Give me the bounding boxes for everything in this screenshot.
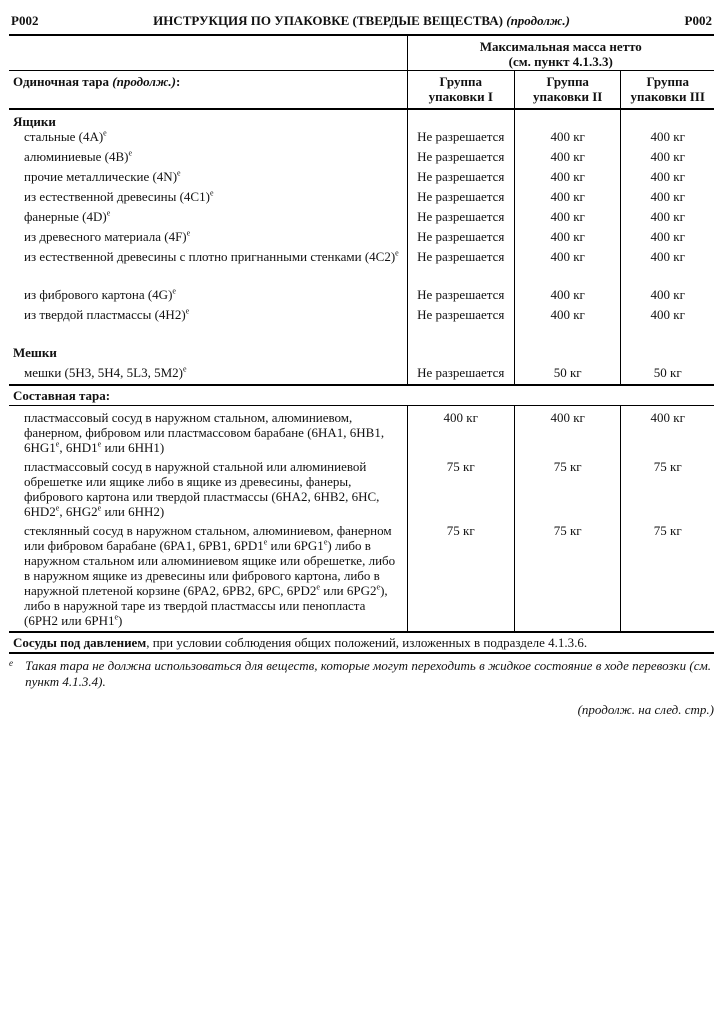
table-row: пластмассовый сосуд в наружном стальном, алюминиевом, фанерном, фибровом или пластмассовом барабане (6HA1, 6HB1, 6HG1e, 6HD1e или 6HH1) 400 кг 400 кг 400 кг	[9, 406, 714, 460]
table-row: стеклянный сосуд в наружном стальном, алюминиевом, фанерном или фибровом барабане (6PA1, 6PB1, 6PD1e или 6PG1e) либо в наружном стальном или алюминиевом ящике или обрешетке, либо в наружном ящике из древесины или фибрового картона, либо в наружной плетеной корзине (6PA2, 6PB2, 6PC, 6PD2e или 6PG2e), либо в наружной таре из твердой пластмассы или пенопласта (6PH2 или 6PH1e) 75 кг 75 кг 75 кг	[9, 523, 714, 632]
table-row: пластмассовый сосуд в наружной стальной или алюминиевой обрешетке или ящике либо в ящике из древесины, фанеры, фибрового картона или твердой пластмассы (6HA2, 6HB2, 6HC, 6HD2e, 6HG2e или 6HH2) 75 кг 75 кг 75 кг	[9, 459, 714, 523]
table-row: из твердой пластмассы $(4H2)^e$ Не разрешается 400 кг 400 кг	[9, 307, 714, 327]
table-row: мешки (5H3, 5H4, 5L3, 5M2)$^e$ Не разрешается 50 кг 50 кг	[9, 365, 714, 385]
pressure-vessels-note: Сосуды под давлением, при условии соблюдения общих положений, изложенных в подразделе 4.1.3.6.	[9, 632, 714, 653]
table-row: из фибрового картона $(4G)^e$ Не разрешается 400 кг 400 кг	[9, 287, 714, 307]
packing-table	[9, 34, 714, 654]
table-row: из естественной древесины $(4C1)^e$ Не разрешается 400 кг 400 кг	[9, 189, 714, 209]
table-row: стальные $(4A)^e$ Не разрешается 400 кг 400 кг	[9, 129, 714, 149]
group-header-3: Группа упаковки III	[621, 71, 714, 110]
boxes-heading: Ящики	[9, 109, 407, 129]
page-title: ИНСТРУКЦИЯ ПО УПАКОВКЕ (ТВЕРДЫЕ ВЕЩЕСТВА) (продолж.)	[153, 13, 570, 28]
max-mass-heading: Максимальная масса нетто (см. пункт 4.1.3.3)	[407, 35, 714, 71]
single-packaging-heading: Одиночная тара (продолж.):	[9, 71, 407, 110]
table-row: фанерные $(4D)^e$ Не разрешается 400 кг 400 кг	[9, 209, 714, 229]
table-row: прочие металлические $(4N)^e$ Не разрешается 400 кг 400 кг	[9, 169, 714, 189]
continued-note: (продолж. на след. стр.)	[577, 702, 714, 717]
bags-heading: Мешки	[9, 345, 407, 365]
page	[9, 8, 714, 718]
group-header-1: Группа упаковки I	[407, 71, 514, 110]
footnote: e Такая тара не должна использоваться для веществ, которые могут переходить в жидкое состояние в ходе перевозки (см. пункт 4.1.3.4).	[9, 658, 712, 689]
instruction-code-right: P002	[684, 13, 712, 28]
page-header	[9, 8, 714, 34]
table-row: алюминиевые $(4B)^e$ Не разрешается 400 кг 400 кг	[9, 149, 714, 169]
table-row: из древесного материала $(4F)^e$ Не разрешается 400 кг 400 кг	[9, 229, 714, 249]
group-header-2: Группа упаковки II	[514, 71, 620, 110]
composite-heading: Составная тара:	[9, 385, 714, 406]
table-row: из естественной древесины с плотно пригнанными стенками $(4C2)^e$ Не разрешается 400 кг 400 кг	[9, 249, 714, 287]
instruction-code-left: P002	[11, 13, 39, 28]
